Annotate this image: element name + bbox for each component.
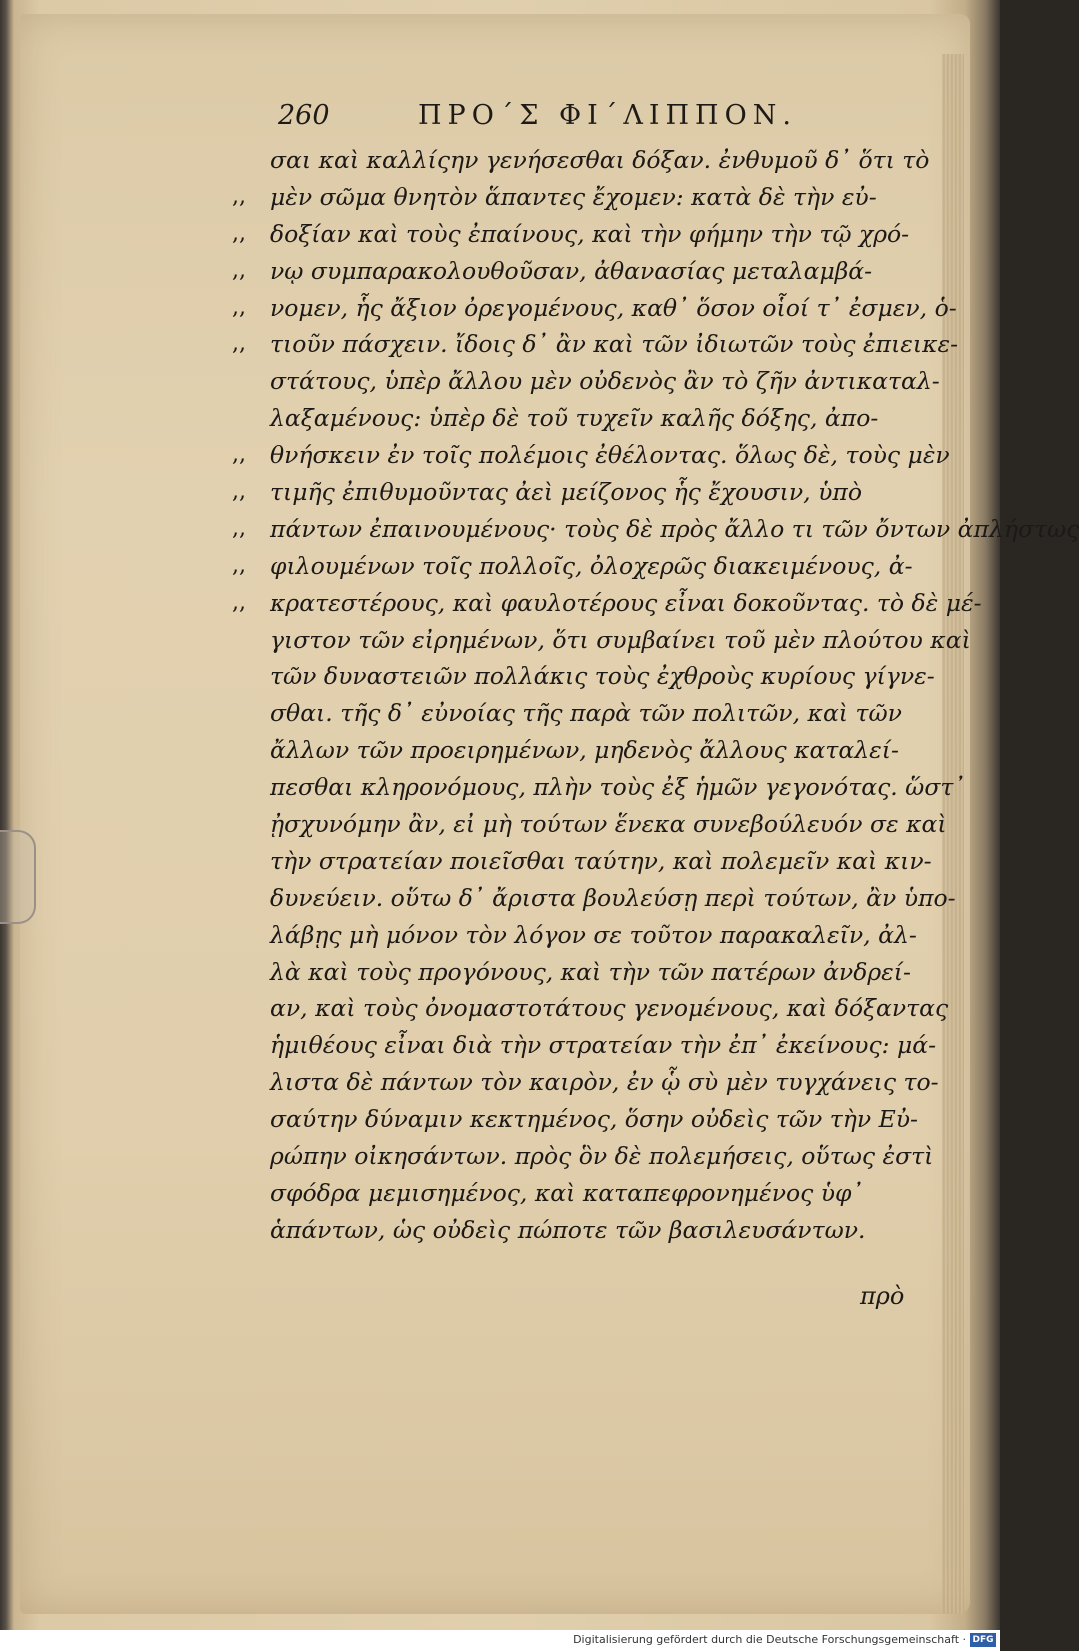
line-text: ᾐσχυνόμην ἂν, εἰ μὴ τούτων ἕνεκα συνεβούλευόν σε καὶ — [270, 810, 947, 839]
text-line — [270, 769, 966, 806]
line-text: πάντων ἐπαινουμένους· τοὺς δὲ πρὸς ἄλλο τι τῶν ὄντων ἀπλήστως — [270, 514, 1079, 543]
quote-mark: ,, — [232, 479, 246, 505]
text-line — [232, 548, 913, 585]
line-text: λιστα δὲ πάντων τὸν καιρὸν, ἐν ᾧ σὺ μὲν τυγχάνεις το- — [270, 1068, 939, 1097]
quote-mark: ,, — [232, 589, 246, 615]
page-clip — [0, 830, 36, 924]
line-text: ρώπην οἰκησάντων. πρὸς ὃν δὲ πολεμήσεις, οὕτως ἐστὶ — [270, 1142, 934, 1171]
text-line — [270, 400, 895, 437]
line-text: γιστον τῶν εἰρημένων, ὅτι συμβαίνει τοῦ μὲν πλούτου καὶ — [270, 625, 971, 654]
line-text: νομεν, ἧς ἄξιον ὀρεγομένους, καθ᾽ ὅσον οἷοί τ᾽ ἐσμεν, ὁ- — [270, 293, 957, 322]
text-line — [270, 732, 899, 769]
text-line — [270, 806, 947, 843]
line-text: στάτους, ὑπὲρ ἄλλου μὲν οὐδενὸς ἂν τὸ ζῆν ἀντικαταλ- — [270, 367, 940, 396]
dfg-logo-icon: DFG — [970, 1633, 996, 1647]
text-line — [232, 585, 982, 622]
line-text: δυνεύειν. οὕτω δ᾽ ἄριστα βουλεύσῃ περὶ τούτων, ἂν ὑπο- — [270, 883, 956, 912]
line-text: πεσθαι κληρονόμους, πλὴν τοὺς ἐξ ἡμῶν γεγονότας. ὥστ᾽ — [270, 773, 966, 802]
text-line — [232, 179, 895, 216]
line-text: ἁπάντων, ὡς οὐδεὶς πώποτε τῶν βασιλευσάντων. — [270, 1215, 866, 1244]
quote-mark: ,, — [232, 442, 246, 468]
line-text: λάβῃς μὴ μόνον τὸν λόγον σε τοῦτον παρακαλεῖν, ἀλ- — [270, 920, 917, 949]
line-text: σφόδρα μεμισημένος, καὶ καταπεφρονημένος ὑφ᾽ — [270, 1178, 864, 1207]
text-line — [232, 474, 895, 511]
quote-mark: ,, — [232, 331, 246, 357]
text-line — [232, 326, 959, 363]
line-text: αν, καὶ τοὺς ὀνομαστοτάτους γενομένους, καὶ δόξαντας — [270, 994, 949, 1023]
text-block — [232, 142, 1079, 1249]
text-line — [270, 1101, 918, 1138]
text-line — [270, 1212, 895, 1249]
quote-mark: ,, — [232, 220, 246, 246]
text-line — [270, 695, 902, 732]
text-line — [270, 1175, 895, 1212]
line-text: νῳ συμπαρακολουθοῦσαν, ἀθανασίας μεταλαμβά- — [270, 256, 873, 285]
line-text: κρατεστέρους, καὶ φαυλοτέρους εἶναι δοκοῦντας. τὸ δὲ μέ- — [270, 588, 982, 617]
footer-bar — [0, 1630, 1000, 1651]
text-line — [270, 1027, 937, 1064]
catchword: πρὸ — [860, 1282, 905, 1310]
line-text: σθαι. τῆς δ᾽ εὐνοίας τῆς παρὰ τῶν πολιτῶν, καὶ τῶν — [270, 699, 902, 728]
quote-mark: ,, — [232, 515, 246, 541]
running-title: ΠΡΟ΄Σ ΦΙ΄ΛΙΠΠΟΝ. — [418, 100, 797, 131]
line-text: λαξαμένους: ὑπὲρ δὲ τοῦ τυχεῖν καλῆς δόξης, ἀπο- — [270, 404, 879, 433]
line-text: τιοῦν πάσχειν. ἴδοις δ᾽ ἂν καὶ τῶν ἰδιωτῶν τοὺς ἐπιεικε- — [270, 330, 959, 359]
text-line — [270, 622, 971, 659]
quote-mark: ,, — [232, 183, 246, 209]
line-text: θνήσκειν ἐν τοῖς πολέμοις ἐθέλοντας. ὅλως δὲ, τοὺς μὲν — [270, 441, 950, 470]
text-line — [270, 990, 949, 1027]
page-header — [278, 100, 838, 140]
text-line — [270, 954, 911, 991]
line-text: μὲν σῶμα θνητὸν ἅπαντες ἔχομεν: κατὰ δὲ τὴν εὐ- — [270, 182, 877, 211]
text-line — [232, 511, 1079, 548]
line-text: ἡμιθέους εἶναι διὰ τὴν στρατείαν τὴν ἐπ᾽ ἐκείνους: μά- — [270, 1031, 937, 1060]
line-text: σαύτην δύναμιν κεκτημένος, ὅσην οὐδεὶς τῶν τὴν Εὐ- — [270, 1105, 918, 1134]
text-line — [270, 843, 932, 880]
footer-credit: Digitalisierung gefördert durch die Deutsche Forschungsgemeinschaft · — [573, 1633, 966, 1646]
text-line — [270, 880, 956, 917]
line-text: ἄλλων τῶν προειρημένων, μηδενὸς ἄλλους καταλεί- — [270, 736, 899, 765]
line-text: φιλουμένων τοῖς πολλοῖς, ὀλοχερῶς διακειμένους, ἀ- — [270, 551, 913, 580]
line-text: σαι καὶ καλλίςην γενήσεσθαι δόξαν. ἐνθυμοῦ δ᾽ ὅτι τὸ — [270, 146, 930, 174]
line-text: τὴν στρατείαν ποιεῖσθαι ταύτην, καὶ πολεμεῖν καὶ κιν- — [270, 846, 932, 875]
page-number: 260 — [278, 100, 330, 131]
line-text: λὰ καὶ τοὺς προγόνους, καὶ τὴν τῶν πατέρων ἀνδρεί- — [270, 957, 911, 986]
text-line — [232, 216, 910, 253]
line-text: τιμῆς ἐπιθυμοῦντας ἀεὶ μείζονος ἧς ἔχουσιν, ὑπὸ — [270, 478, 862, 507]
text-line — [270, 1064, 939, 1101]
text-line — [270, 142, 930, 179]
text-line — [232, 437, 950, 474]
text-line — [270, 363, 940, 400]
quote-mark: ,, — [232, 294, 246, 320]
text-line — [232, 253, 895, 290]
text-line — [232, 290, 957, 327]
line-text: τῶν δυναστειῶν πολλάκις τοὺς ἐχθροὺς κυρίους γίγνε- — [270, 662, 935, 691]
quote-mark: ,, — [232, 552, 246, 578]
text-line — [270, 658, 935, 695]
line-text: δοξίαν καὶ τοὺς ἐπαίνους, καὶ τὴν φήμην τὴν τῷ χρό- — [270, 219, 910, 248]
quote-mark: ,, — [232, 257, 246, 283]
text-line — [270, 917, 917, 954]
text-line — [270, 1138, 934, 1175]
